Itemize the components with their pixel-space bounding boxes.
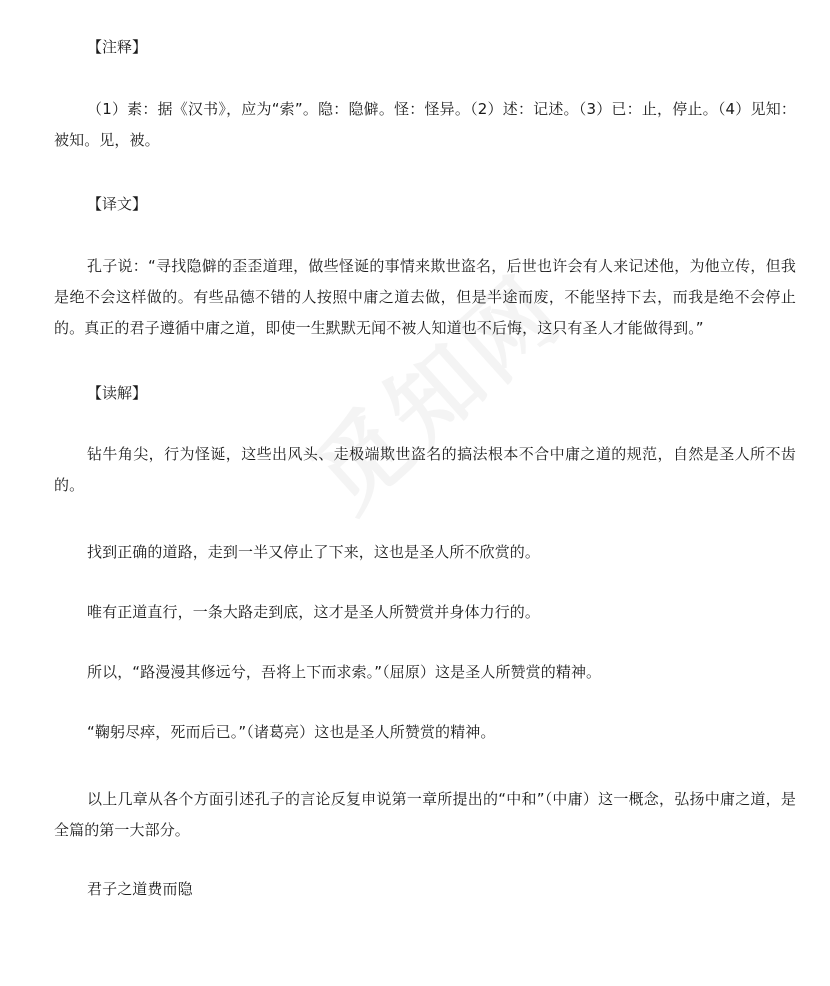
next-chapter-title: 君子之道费而隐 <box>87 880 193 898</box>
reading-paragraph-1: 钻牛角尖，行为怪诞，这些出风头、走极端欺世盗名的搞法根本不合中庸之道的规范，自然是圣人所不齿的。 <box>54 445 796 494</box>
reading-paragraph-3: 唯有正道直行，一条大路走到底，这才是圣人所赞赏并身体力行的。 <box>87 603 541 621</box>
notes-paragraph: （1）素：据《汉书》，应为“索”。隐：隐僻。怪：怪异。（2）述：记述。（3）已：止，停止。（4）见知：被知。见，被。 <box>54 100 796 149</box>
reading-paragraph-6: 以上几章从各个方面引述孔子的言论反复申说第一章所提出的“中和”（中庸）这一概念，弘扬中庸之道，是全篇的第一大部分。 <box>54 790 796 839</box>
reading-heading: 【读解】 <box>87 384 148 402</box>
translation-heading: 【译文】 <box>87 195 148 213</box>
reading-paragraph-5: “鞠躬尽瘁，死而后已。”（诸葛亮）这也是圣人所赞赏的精神。 <box>87 723 496 741</box>
reading-paragraph-2: 找到正确的道路，走到一半又停止了下来，这也是圣人所不欣赏的。 <box>87 543 541 561</box>
notes-heading: 【注释】 <box>87 38 148 56</box>
reading-paragraph-4: 所以，“路漫漫其修远兮，吾将上下而求索。”（屈原）这是圣人所赞赏的精神。 <box>87 663 602 681</box>
translation-paragraph: 孔子说：“寻找隐僻的歪歪道理，做些怪诞的事情来欺世盗名，后世也许会有人来记述他，为他立传，但我是绝不会这样做的。有些品德不错的人按照中庸之道去做，但是半途而废，不能坚持下去，而我是绝不会停止的。真正的君子遵循中庸之道，即使一生默默无闻不被人知道也不后悔，这只有圣人才能做得到。” <box>54 257 796 337</box>
